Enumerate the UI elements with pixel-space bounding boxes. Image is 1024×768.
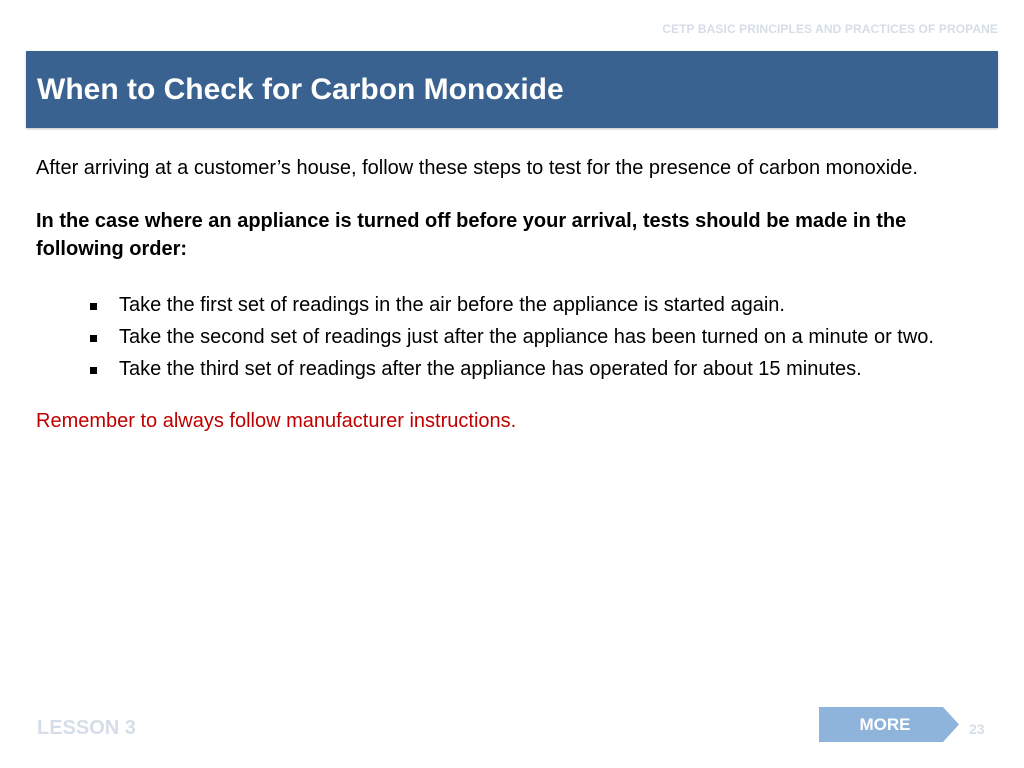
list-item: [119, 291, 980, 319]
square-bullet-icon: [90, 367, 97, 374]
course-title: CETP BASIC PRINCIPLES AND PRACTICES OF PROPANE: [662, 22, 998, 36]
more-button[interactable]: [819, 707, 959, 742]
square-bullet-icon: [90, 335, 97, 342]
page-number: 23: [969, 721, 985, 737]
step-text: Take the third set of readings after the appliance has operated for about 15 minutes.: [119, 358, 862, 380]
instruction-paragraph: In the case where an appliance is turned off before your arrival, tests should be made in the following order:: [36, 210, 907, 260]
slide-title: When to Check for Carbon Monoxide: [37, 73, 564, 106]
title-bar: [26, 51, 998, 128]
square-bullet-icon: [90, 303, 97, 310]
more-button-label: MORE: [859, 715, 911, 734]
list-item: [119, 355, 980, 383]
intro-paragraph: After arriving at a customer’s house, follow these steps to test for the presence of carbon monoxide.: [36, 157, 918, 179]
list-item: [119, 323, 980, 351]
slide-content: [36, 154, 980, 435]
steps-list: [36, 291, 980, 383]
lesson-label: LESSON 3: [37, 717, 136, 739]
step-text: Take the first set of readings in the air before the appliance is started again.: [119, 294, 785, 316]
step-text: Take the second set of readings just after the appliance has been turned on a minute or two.: [119, 326, 934, 348]
reminder-text: Remember to always follow manufacturer instructions.: [36, 410, 517, 432]
